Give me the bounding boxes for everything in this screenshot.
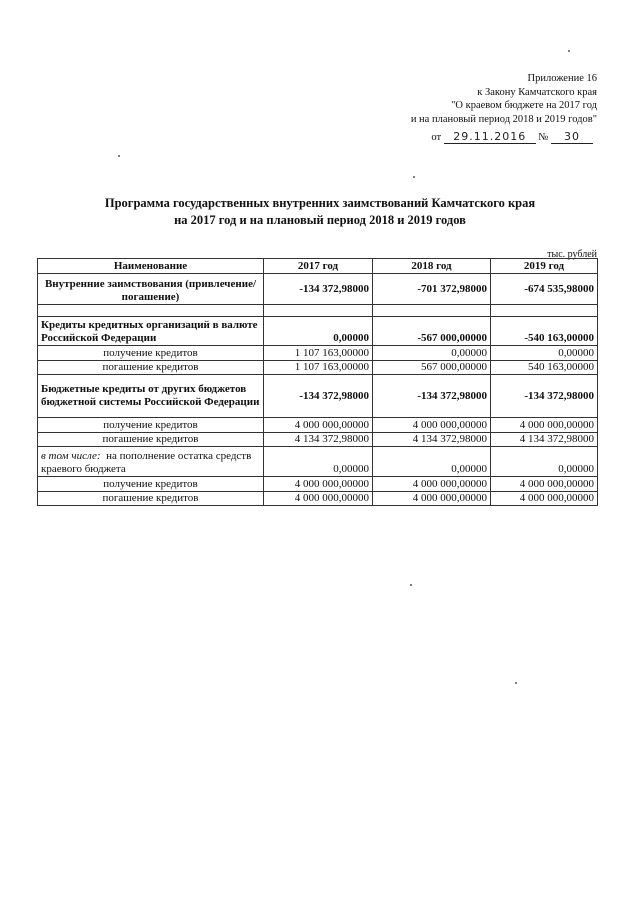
appendix-line: Приложение 16 <box>527 73 597 84</box>
scan-speck <box>413 176 415 178</box>
table-row <box>38 432 598 447</box>
value-2019: -674 535,98000 <box>491 274 598 305</box>
value-2018: 4 000 000,00000 <box>373 491 491 506</box>
row-name: погашение кредитов <box>38 360 264 375</box>
value-2019: 4 134 372,98000 <box>491 432 598 447</box>
row-name: получение кредитов <box>38 477 264 492</box>
table-row <box>38 375 598 418</box>
appendix-reference <box>411 72 597 126</box>
value-2017: 0,00000 <box>264 317 373 346</box>
row-name-prefix: в том числе: <box>41 450 101 462</box>
row-name: получение кредитов <box>38 346 264 361</box>
row-name: Кредиты кредитных организаций в валюте Российской Федерации <box>38 317 264 346</box>
value-2018: 0,00000 <box>373 447 491 477</box>
value-2019: 4 000 000,00000 <box>491 418 598 433</box>
value-2017: -134 372,98000 <box>264 274 373 305</box>
value-2018: 4 134 372,98000 <box>373 432 491 447</box>
column-header: 2019 год <box>491 259 598 274</box>
table-row <box>38 477 598 492</box>
table-row <box>38 346 598 361</box>
value-2017: 4 000 000,00000 <box>264 418 373 433</box>
value-2018: 0,00000 <box>373 346 491 361</box>
scan-speck <box>515 682 517 684</box>
column-header: 2017 год <box>264 259 373 274</box>
title-line: на 2017 год и на плановый период 2018 и 2019 годов <box>174 213 466 227</box>
appendix-line: "О краевом бюджете на 2017 год <box>451 100 597 112</box>
appendix-line: и на плановый период 2018 и 2019 годов" <box>410 113 597 125</box>
scan-speck <box>410 584 412 586</box>
value-2017: 4 000 000,00000 <box>264 491 373 506</box>
value-2018: -134 372,98000 <box>373 375 491 418</box>
value-2019: -134 372,98000 <box>491 375 598 418</box>
value-2019: 0,00000 <box>491 447 598 477</box>
value-2017: -134 372,98000 <box>264 375 373 418</box>
handwritten-number: 30 <box>551 130 593 144</box>
row-name: Внутренние заимствования (привлечение/погашение) <box>38 274 264 305</box>
value-2019: 4 000 000,00000 <box>491 491 598 506</box>
value-2018: 4 000 000,00000 <box>373 418 491 433</box>
row-name: получение кредитов <box>38 418 264 433</box>
row-name: Бюджетные кредиты от других бюджетов бюджетной системы Российской Федерации <box>38 375 264 418</box>
table-row <box>38 418 598 433</box>
row-name: погашение кредитов <box>38 491 264 506</box>
scan-speck <box>568 50 570 52</box>
document-title <box>0 195 640 229</box>
appendix-line: к Закону Камчатского края <box>477 86 597 98</box>
number-prefix: № <box>538 132 549 143</box>
row-name-cell <box>38 447 264 477</box>
value-2017: 0,00000 <box>264 447 373 477</box>
row-name: на пополнение остатка средств краевого бюджета <box>41 450 252 475</box>
value-2017: 4 000 000,00000 <box>264 477 373 492</box>
value-2019: 4 000 000,00000 <box>491 477 598 492</box>
value-2019: 0,00000 <box>491 346 598 361</box>
value-2018: -567 000,00000 <box>373 317 491 346</box>
row-name: погашение кредитов <box>38 432 264 447</box>
table-row <box>38 360 598 375</box>
scan-speck <box>118 155 120 157</box>
table-row <box>38 447 598 477</box>
title-line: Программа государственных внутренних заимствований Камчатского края <box>104 196 536 210</box>
value-2018: -701 372,98000 <box>373 274 491 305</box>
unit-label: тыс. рублей <box>547 249 597 260</box>
value-2017: 1 107 163,00000 <box>264 360 373 375</box>
column-header: 2018 год <box>373 259 491 274</box>
borrowing-program-table <box>37 258 598 506</box>
table-header-row <box>38 259 598 274</box>
date-prefix: от <box>431 132 442 143</box>
law-date-number <box>431 130 593 144</box>
value-2017: 4 134 372,98000 <box>264 432 373 447</box>
table-row <box>38 274 598 305</box>
spacer-row <box>38 305 598 317</box>
table-row <box>38 491 598 506</box>
value-2019: -540 163,00000 <box>491 317 598 346</box>
value-2017: 1 107 163,00000 <box>264 346 373 361</box>
handwritten-date: 29.11.2016 <box>444 130 536 144</box>
value-2019: 540 163,00000 <box>491 360 598 375</box>
value-2018: 567 000,00000 <box>373 360 491 375</box>
value-2018: 4 000 000,00000 <box>373 477 491 492</box>
table-row <box>38 317 598 346</box>
column-header: Наименование <box>38 259 264 274</box>
